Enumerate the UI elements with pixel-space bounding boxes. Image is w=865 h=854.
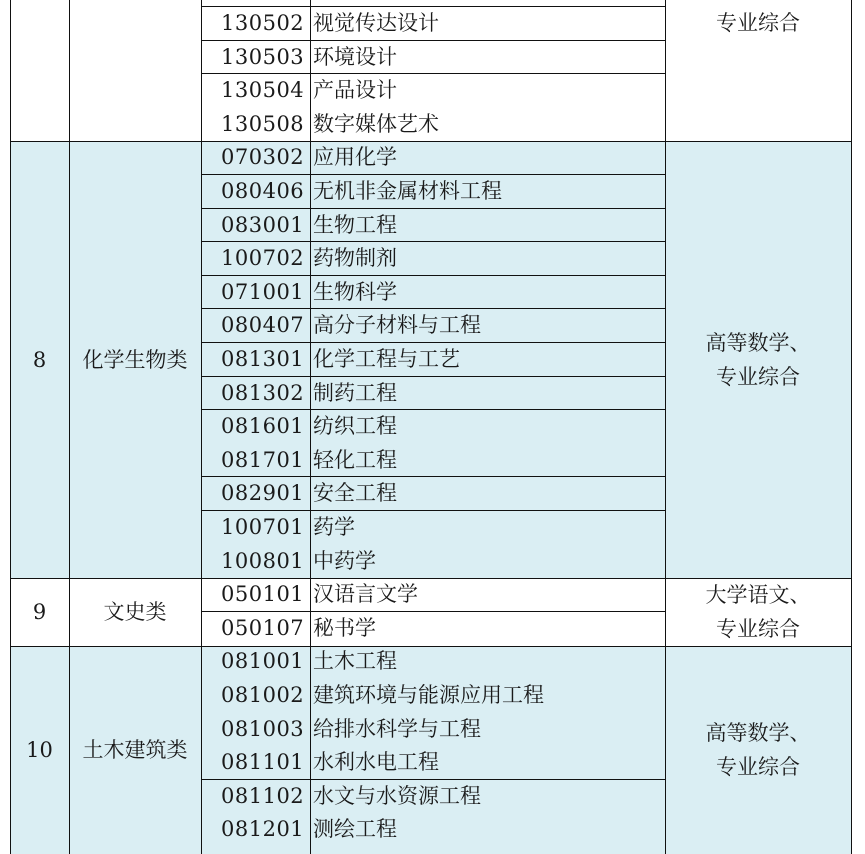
- major-name: 无机非金属材料工程: [313, 179, 502, 203]
- major-name: 药学: [313, 515, 355, 539]
- major-code: 050107: [221, 616, 305, 640]
- major-name: 制药工程: [313, 381, 397, 405]
- major-code: 081002: [221, 683, 305, 707]
- exam-subject: 专业综合: [716, 11, 800, 35]
- major-name: 产品设计: [313, 78, 397, 102]
- group-rule: [10, 646, 851, 647]
- major-code: 081302: [221, 381, 305, 405]
- exam-subject: 高等数学、: [705, 331, 811, 355]
- major-code: 081101: [221, 750, 305, 774]
- major-name: 数字媒体艺术: [313, 112, 439, 136]
- major-name: 视觉传达设计: [313, 11, 439, 35]
- major-name: 化学工程与工艺: [313, 347, 460, 371]
- group-number: 9: [32, 600, 47, 624]
- major-code: 080406: [221, 179, 305, 203]
- exam-subject: 专业综合: [716, 755, 800, 779]
- major-code: 081102: [221, 784, 305, 808]
- major-code: 081701: [221, 448, 305, 472]
- group-number: 10: [26, 738, 53, 762]
- column-rule: [69, 0, 70, 854]
- major-code: 100701: [221, 515, 305, 539]
- major-name: 秘书学: [313, 616, 376, 640]
- major-name: 水利水电工程: [313, 750, 439, 774]
- major-name: 生物工程: [313, 213, 397, 237]
- column-rule: [201, 0, 202, 854]
- major-name: 生物科学: [313, 280, 397, 304]
- major-name: 土木工程: [313, 649, 397, 673]
- major-code: 100801: [221, 549, 305, 573]
- major-name: 给排水科学与工程: [313, 717, 481, 741]
- major-code: 130503: [221, 45, 305, 69]
- major-code: 130508: [221, 112, 305, 136]
- major-code: 081003: [221, 717, 305, 741]
- group-number: 8: [32, 348, 47, 372]
- major-code: 081601: [221, 414, 305, 438]
- major-name: 安全工程: [313, 481, 397, 505]
- exam-subject: 专业综合: [716, 617, 800, 641]
- group-rule: [10, 141, 851, 142]
- major-code: 071001: [221, 280, 305, 304]
- major-name: 建筑环境与能源应用工程: [313, 683, 544, 707]
- group-category: 土木建筑类: [82, 738, 188, 762]
- major-name: 汉语言文学: [313, 582, 418, 606]
- major-name: 高分子材料与工程: [313, 313, 481, 337]
- major-name: 中药学: [313, 549, 376, 573]
- major-code: 083001: [221, 213, 305, 237]
- major-code: 100702: [221, 246, 305, 270]
- major-name: 水文与水资源工程: [313, 784, 481, 808]
- major-name: 测绘工程: [313, 817, 397, 841]
- major-code: 081001: [221, 649, 305, 673]
- major-code: 130502: [221, 11, 305, 35]
- major-code: 070302: [221, 145, 305, 169]
- column-rule: [851, 0, 852, 854]
- major-code: 130504: [221, 78, 305, 102]
- group-category: 文史类: [103, 600, 167, 624]
- column-rule: [10, 0, 11, 854]
- major-name: 纺织工程: [313, 414, 397, 438]
- exam-subject: 高等数学、: [705, 721, 811, 745]
- major-code: 081301: [221, 347, 305, 371]
- column-rule: [310, 0, 311, 854]
- group-category: 化学生物类: [82, 348, 188, 372]
- major-code: 081201: [221, 817, 305, 841]
- major-code: 080407: [221, 313, 305, 337]
- exam-subject: 专业综合: [716, 365, 800, 389]
- major-name: 应用化学: [313, 145, 397, 169]
- major-name: 轻化工程: [313, 448, 397, 472]
- major-code: 082901: [221, 481, 305, 505]
- major-name: 药物制剂: [313, 246, 397, 270]
- major-name: 环境设计: [313, 45, 397, 69]
- exam-subject: 大学语文、: [705, 583, 811, 607]
- major-code: 050101: [221, 582, 305, 606]
